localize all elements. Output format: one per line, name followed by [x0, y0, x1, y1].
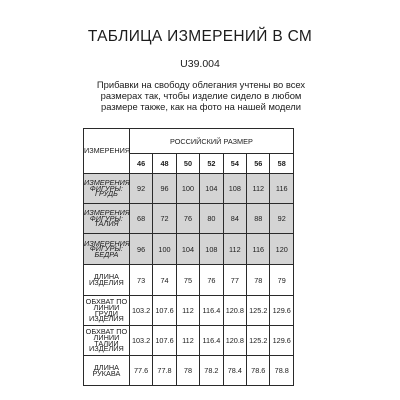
size-group-header: РОССИЙСКИЙ РАЗМЕР [129, 129, 293, 154]
table-cell: 78 [247, 265, 270, 296]
row-label: ОБХВАТ ПО ЛИНИИ ГРУДИ ИЗДЕЛИЯ [84, 296, 130, 326]
table-cell: 100 [176, 174, 199, 204]
table-cell: 77.6 [129, 356, 152, 386]
table-cell: 125.2 [247, 296, 270, 326]
page-title: ТАБЛИЦА ИЗМЕРЕНИЙ В СМ [87, 28, 313, 45]
table-cell: 120 [270, 234, 294, 265]
table-cell: 72 [153, 204, 176, 234]
table-cell: 79 [270, 265, 294, 296]
table-cell: 73 [129, 265, 152, 296]
table-cell: 112 [176, 326, 199, 356]
corner-label: ИЗМЕРЕНИЯ [84, 129, 130, 174]
table-cell: 84 [223, 204, 246, 234]
table-cell: 77 [223, 265, 246, 296]
size-header: 58 [270, 154, 294, 174]
table-row [84, 234, 294, 265]
fit-note: Прибавки на свободу облегания учтены во всех размерах так, чтобы изделие сидело в любом размере также, как на фото на нашей модели [96, 79, 306, 112]
table-cell: 104 [200, 174, 223, 204]
table-cell: 129.6 [270, 296, 294, 326]
table-cell: 116 [247, 234, 270, 265]
table-cell: 103.2 [129, 296, 152, 326]
table-cell: 88 [247, 204, 270, 234]
table-cell: 96 [129, 234, 152, 265]
table-cell: 78.8 [270, 356, 294, 386]
size-header: 56 [247, 154, 270, 174]
table-cell: 76 [200, 265, 223, 296]
table-cell: 92 [129, 174, 152, 204]
table-cell: 75 [176, 265, 199, 296]
table-cell: 78.2 [200, 356, 223, 386]
size-header: 46 [129, 154, 152, 174]
row-label: ИЗМЕРЕНИЯ ФИГУРЫ: ТАЛИЯ [84, 204, 130, 234]
table-cell: 125.2 [247, 326, 270, 356]
table-row [84, 326, 294, 356]
table-cell: 120.8 [223, 296, 246, 326]
table-cell: 108 [223, 174, 246, 204]
size-header: 48 [153, 154, 176, 174]
table-cell: 78 [176, 356, 199, 386]
table-cell: 78.6 [247, 356, 270, 386]
table-cell: 108 [200, 234, 223, 265]
table-cell: 129.6 [270, 326, 294, 356]
table-cell: 120.8 [223, 326, 246, 356]
table-cell: 76 [176, 204, 199, 234]
table-cell: 116 [270, 174, 294, 204]
table-row [84, 204, 294, 234]
table-cell: 112 [223, 234, 246, 265]
table-cell: 103.2 [129, 326, 152, 356]
table-cell: 116.4 [200, 296, 223, 326]
size-header: 52 [200, 154, 223, 174]
table-cell: 100 [153, 234, 176, 265]
row-label: ИЗМЕРЕНИЯ ФИГУРЫ: ГРУДЬ [84, 174, 130, 204]
table-cell: 104 [176, 234, 199, 265]
table-cell: 80 [200, 204, 223, 234]
table-cell: 78.4 [223, 356, 246, 386]
table-cell: 107.6 [153, 326, 176, 356]
product-code: U39.004 [180, 58, 220, 70]
table-cell: 107.6 [153, 296, 176, 326]
row-label: ИЗМЕРЕНИЯ ФИГУРЫ: БЕДРА [84, 234, 130, 265]
table-cell: 77.8 [153, 356, 176, 386]
table-cell: 112 [176, 296, 199, 326]
table-cell: 74 [153, 265, 176, 296]
table-cell: 116.4 [200, 326, 223, 356]
size-header: 54 [223, 154, 246, 174]
table-row [84, 296, 294, 326]
row-label: ДЛИНА ИЗДЕЛИЯ [84, 265, 130, 296]
table-cell: 68 [129, 204, 152, 234]
row-label: ОБХВАТ ПО ЛИНИИ ТАЛИИ ИЗДЕЛИЯ [84, 326, 130, 356]
table-cell: 92 [270, 204, 294, 234]
table-cell: 96 [153, 174, 176, 204]
table-row [84, 265, 294, 296]
table-row [84, 174, 294, 204]
table-cell: 112 [247, 174, 270, 204]
size-header: 50 [176, 154, 199, 174]
table-row [84, 356, 294, 386]
size-table [83, 128, 294, 386]
row-label: ДЛИНА РУКАВА [84, 356, 130, 386]
